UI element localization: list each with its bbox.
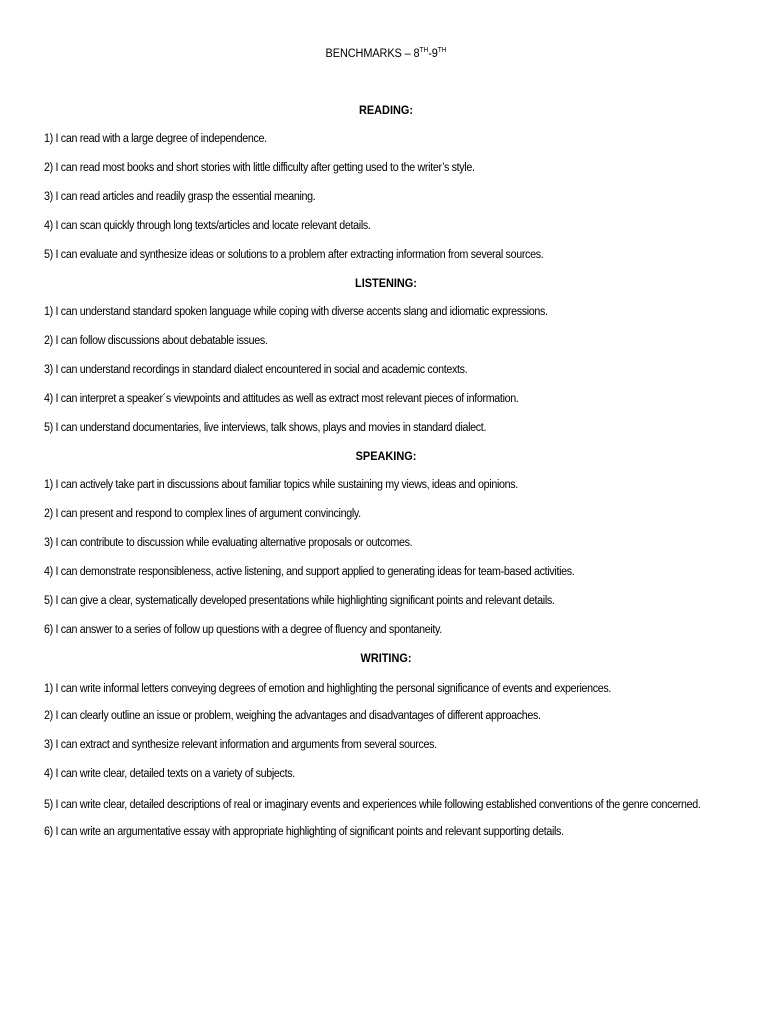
section-listening bbox=[44, 277, 728, 436]
list-item: 4) I can interpret a speaker´s viewpoints and attitudes as well as extract most relevant pieces of information. bbox=[44, 393, 519, 405]
list-item: 1) I can understand standard spoken language while coping with diverse accents slang and idiomatic expressions. bbox=[44, 306, 548, 318]
title-superscript-1: TH bbox=[419, 47, 429, 54]
list-item: 6) I can answer to a series of follow up questions with a degree of fluency and spontaneity. bbox=[44, 624, 442, 636]
list-item: 4) I can scan quickly through long texts/articles and locate relevant details. bbox=[44, 220, 371, 232]
section-writing bbox=[44, 652, 728, 840]
list-item: 2) I can present and respond to complex lines of argument convincingly. bbox=[44, 508, 361, 520]
section-speaking bbox=[44, 450, 728, 638]
list-item: 3) I can read articles and readily grasp the essential meaning. bbox=[44, 191, 316, 203]
list-item: 3) I can understand recordings in standard dialect encountered in social and academic contexts. bbox=[44, 364, 468, 376]
list-item: 1) I can actively take part in discussions about familiar topics while sustaining my views, ideas and opinions. bbox=[44, 479, 518, 491]
list-item: 3) I can contribute to discussion while evaluating alternative proposals or outcomes. bbox=[44, 537, 413, 549]
list-item: 5) I can give a clear, systematically developed presentations while highlighting significant points and relevant details. bbox=[44, 595, 555, 607]
list-item: 1) I can write informal letters conveying degrees of emotion and highlighting the personal significance of events and experiences. bbox=[44, 683, 612, 695]
list-item: 5) I can understand documentaries, live interviews, talk shows, plays and movies in standard dialect. bbox=[44, 422, 487, 434]
list-item: 1) I can read with a large degree of independence. bbox=[44, 133, 267, 145]
title-prefix: BENCHMARKS – 8 bbox=[325, 48, 420, 60]
title-superscript-2: TH bbox=[437, 47, 447, 54]
list-item: 5) I can evaluate and synthesize ideas or solutions to a problem after extracting information from several sources. bbox=[44, 249, 544, 261]
section-reading bbox=[44, 104, 728, 263]
section-heading-writing: WRITING: bbox=[360, 653, 412, 665]
list-item: 2) I can clearly outline an issue or problem, weighing the advantages and disadvantages of different approaches. bbox=[44, 710, 541, 722]
section-heading-listening: LISTENING: bbox=[355, 278, 417, 290]
document-title bbox=[61, 46, 711, 62]
list-item: 6) I can write an argumentative essay with appropriate highlighting of significant points and relevant supporting details. bbox=[44, 826, 564, 838]
list-item: 3) I can extract and synthesize relevant information and arguments from several sources. bbox=[44, 739, 437, 751]
section-heading-reading: READING: bbox=[358, 105, 414, 117]
section-heading-speaking: SPEAKING: bbox=[355, 451, 417, 463]
list-item: 2) I can read most books and short stories with little difficulty after getting used to the writer’s style. bbox=[44, 162, 475, 174]
list-item: 2) I can follow discussions about debatable issues. bbox=[44, 335, 268, 347]
title-middle: -9 bbox=[428, 48, 438, 60]
list-item: 5) I can write clear, detailed descriptions of real or imaginary events and experiences while following established conventions of the genre concerned. bbox=[44, 799, 701, 811]
list-item: 4) I can write clear, detailed texts on a variety of subjects. bbox=[44, 768, 295, 780]
list-item: 4) I can demonstrate responsibleness, active listening, and support applied to generating ideas for team-based activities. bbox=[44, 566, 575, 578]
